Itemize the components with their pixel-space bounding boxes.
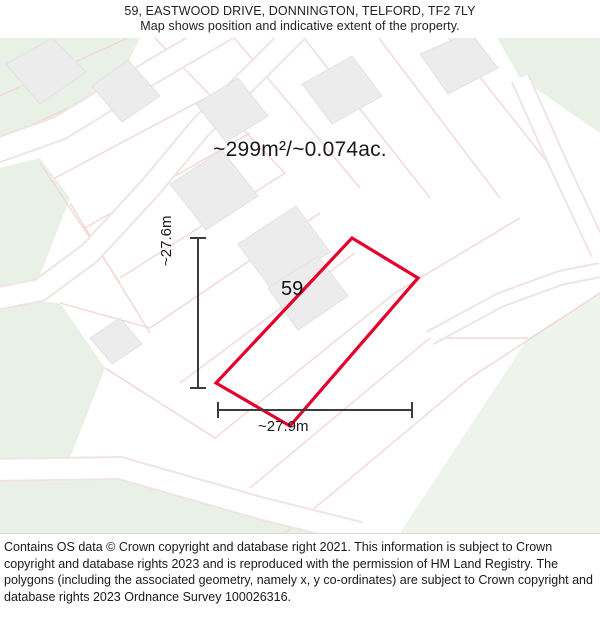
page-subtitle: Map shows position and indicative extent of the property.	[140, 19, 460, 33]
map-header	[0, 0, 600, 40]
height-dimension-label	[158, 246, 175, 266]
copyright-footer: Contains OS data © Crown copyright and database right 2021. This information is subject to Crown copyright and database rights 2023 and is reproduced with the permission of HM Land Registry. The polygons (including the associated geometry, namely x, y co-ordinates) are subject to Crown copyright and database rights 2023 Ordnance Survey 100026316.	[0, 533, 600, 625]
width-dimension-label: ~27.9m	[258, 418, 309, 435]
map-canvas[interactable]	[0, 38, 600, 533]
plot-number-label: 59	[281, 278, 304, 300]
page-title: 59, EASTWOOD DRIVE, DONNINGTON, TELFORD, TF2 7LY	[124, 4, 476, 18]
area-label: ~299m²/~0.074ac.	[213, 138, 387, 161]
